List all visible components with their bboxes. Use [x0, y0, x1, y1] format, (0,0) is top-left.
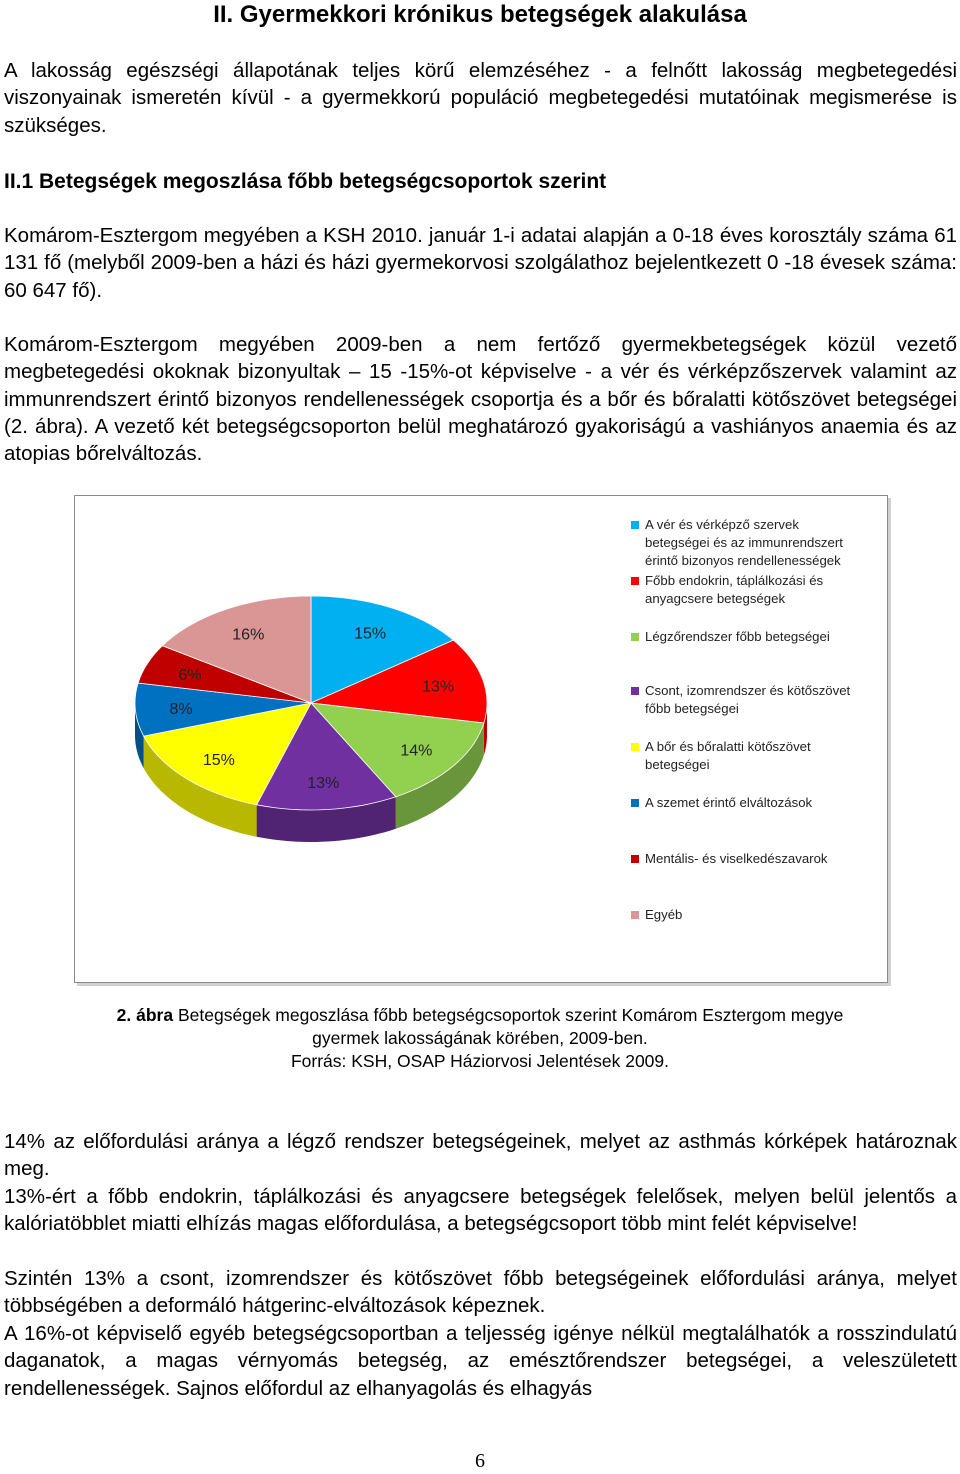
musculoskeletal-paragraph: Szintén 13% a csont, izomrendszer és kötőszövet főbb betegségeinek előfordulási aránya, melyet többségében a deformáló hátgerinc-elváltozások képeznek. — [4, 1267, 957, 1318]
pie-label-1: 15% — [354, 625, 387, 643]
leading-causes-paragraph: Komárom-Esztergom megyében 2009-ben a nem fertőző gyermekbetegségek közül vezető megbetegedési okoknak bizonyultak – 15 -15%-ot képviselve - a vér és vérképzőszervek valamint az immunrendszert érintő bizonyos rendellenességek csoportja és a bőr és bőralatti kötőszövet betegségei (2. ábra). A vezető két betegségcsoporton belül meghatározó gyakoriságú a vashiányos anaemia és az atopias bőrelváltozás. — [4, 333, 957, 466]
legend-swatch — [631, 687, 639, 695]
legend-text: anyagcsere betegségek — [645, 591, 786, 606]
legend-item-7 — [629, 850, 879, 868]
page-number: 6 — [475, 1450, 485, 1472]
legend-text: Légzőrendszer főbb betegségei — [645, 629, 830, 644]
section-heading: II.1 Betegségek megoszlása főbb betegségcsoportok szerint — [4, 170, 607, 193]
pie-label-2: 13% — [422, 678, 455, 696]
legend-item-3 — [629, 628, 879, 646]
intro-paragraph: A lakosság egészségi állapotának teljes körű elemzéséhez - a felnőtt lakosság megbetegedési viszonyainak ismeretén kívül - a gyermekkorú populáció megbetegedési mutatóinak megismerése is szükséges. — [4, 59, 957, 137]
pie-label-6: 8% — [169, 701, 193, 718]
legend-text: Egyéb — [645, 907, 683, 922]
legend-text: A szemet érintő elváltozások — [645, 795, 813, 810]
legend-text: Mentális- és viselkedészavarok — [645, 851, 828, 866]
legend-text: érintő bizonyos rendellenességek — [645, 553, 841, 568]
legend-swatch — [631, 799, 639, 807]
pie-label-8: 16% — [232, 626, 265, 644]
legend-text: A bőr és bőralatti kötőszövet — [645, 739, 811, 754]
population-paragraph: Komárom-Esztergom megyében a KSH 2010. január 1-i adatai alapján a 0-18 éves korosztály száma 61 131 fő (melyből 2009-ben a házi és házi gyermekorvosi szolgálathoz bejelentkezett 0 -18 évesek száma: 60 647 fő). — [4, 224, 957, 302]
legend-text: Főbb endokrin, táplálkozási és — [645, 573, 824, 588]
pie-label-7: 6% — [178, 666, 202, 684]
figure-label: 2. ábra — [116, 1005, 174, 1025]
legend-swatch — [631, 911, 639, 919]
respiratory-paragraph: 14% az előfordulási aránya a légző rendszer betegségeinek, melyet az asthmás kórképek határoznak meg. — [4, 1130, 957, 1181]
legend-text: betegségei és az immunrendszert — [645, 535, 843, 550]
other-paragraph: A 16%-ot képviselő egyéb betegségcsoportban a teljesség igénye nélkül megtalálhatók a rosszindulatú daganatok, a magas vérnyomás betegség, az emésztőrendszer betegségei, a veleszületett rendellenességek. Sajnos előfordul az elhanyagolás és elhagyás — [4, 1322, 957, 1400]
pie-chart — [74, 495, 888, 983]
caption-source: Forrás: KSH, OSAP Háziorvosi Jelentések 2009. — [290, 1051, 670, 1071]
legend-text: főbb betegségei — [645, 701, 739, 716]
pie-label-4: 13% — [307, 774, 340, 792]
endocrine-paragraph: 13%-ért a főbb endokrin, táplálkozási és anyagcsere betegségek felelősek, melyen belül jelentős a kalóriatöbblet miatti elhízás magas előfordulása, a betegségcsoport több mint felét képviselve! — [4, 1185, 957, 1236]
caption-line-1: Betegségek megoszlása főbb betegségcsoportok szerint Komárom Esztergom megye — [177, 1005, 844, 1025]
legend-text: betegségei — [645, 757, 710, 772]
legend-swatch — [631, 521, 639, 529]
legend-text: Csont, izomrendszer és kötőszövet — [645, 683, 851, 698]
legend-swatch — [631, 855, 639, 863]
legend-item-2 — [629, 572, 879, 608]
caption-line-2: gyermek lakosságának körében, 2009-ben. — [312, 1028, 648, 1048]
legend-item-1 — [629, 516, 879, 570]
figure-caption — [40, 1004, 920, 1073]
legend-text: A vér és vérképző szervek — [645, 517, 799, 532]
legend-item-5 — [629, 738, 879, 774]
legend-swatch — [631, 633, 639, 641]
legend-swatch — [631, 743, 639, 751]
legend-item-4 — [629, 682, 879, 718]
pie-label-5: 15% — [202, 752, 235, 769]
page-title: II. Gyermekkori krónikus betegségek alakulása — [213, 1, 747, 28]
legend-item-6 — [629, 794, 879, 812]
legend-item-8 — [629, 906, 879, 924]
legend-swatch — [631, 577, 639, 585]
pie-label-3: 14% — [400, 742, 433, 760]
